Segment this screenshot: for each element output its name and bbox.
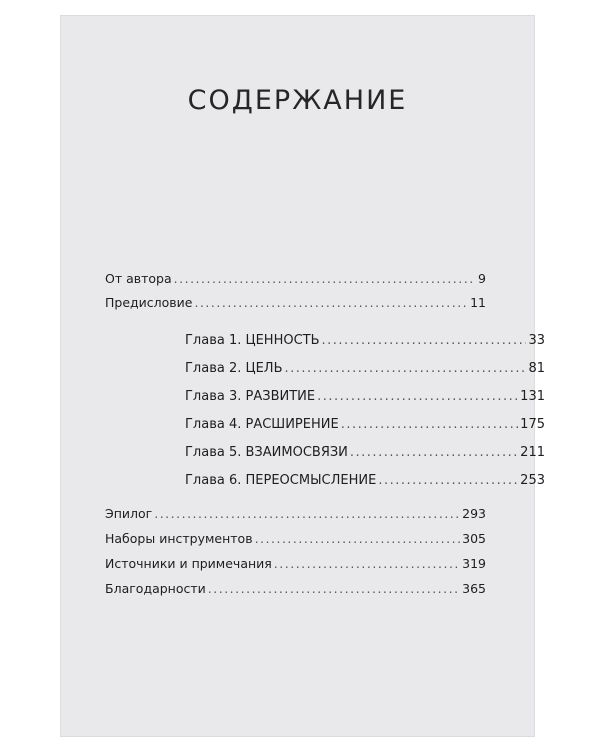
toc-entry-label: Глава 6. ПЕРЕОСМЫСЛЕНИЕ: [185, 473, 377, 488]
toc-entry: [105, 505, 486, 523]
toc-chapter-entry: [185, 472, 545, 490]
toc-entry: [105, 294, 486, 312]
toc-entry-page: 293: [462, 506, 486, 521]
dot-leader: [378, 472, 518, 490]
dot-leader: [350, 444, 518, 462]
toc-entry-page: 131: [520, 389, 545, 404]
dot-leader: [255, 530, 461, 548]
toc-chapter-entry: [185, 416, 545, 434]
dot-leader: [274, 555, 460, 573]
dot-leader: [208, 580, 460, 598]
toc-entry: [105, 270, 486, 288]
toc-entry-page: 11: [470, 295, 486, 310]
toc-entry-page: 9: [478, 271, 486, 286]
toc-entry-label: Благодарности: [105, 581, 206, 596]
dot-leader: [174, 270, 476, 288]
toc-entry-label: От автора: [105, 271, 172, 286]
page-title: СОДЕРЖАНИЕ: [187, 85, 408, 116]
dot-leader: [322, 332, 527, 350]
toc-entry-label: Глава 3. РАЗВИТИЕ: [185, 389, 316, 404]
toc-entry: [105, 580, 486, 598]
dot-leader: [154, 505, 460, 523]
toc-entry: [105, 555, 486, 573]
toc-entry-label: Эпилог: [105, 506, 153, 521]
toc-entry-label: Источники и примечания: [105, 556, 272, 571]
toc-chapter-entry: [185, 444, 545, 462]
toc-entry: [105, 530, 486, 548]
toc-entry-page: 33: [528, 333, 545, 348]
toc-entry-label: Глава 5. ВЗАИМОСВЯЗИ: [185, 445, 348, 460]
toc-entry-label: Предисловие: [105, 295, 193, 310]
dot-leader: [194, 294, 468, 312]
toc-entry-page: 319: [462, 556, 486, 571]
toc-entry-label: Глава 4. РАСШИРЕНИЕ: [185, 417, 339, 432]
toc-entry-page: 253: [520, 473, 545, 488]
toc-chapter-entry: [185, 332, 545, 350]
toc-entry-page: 175: [520, 417, 545, 432]
toc-chapter-entry: [185, 388, 545, 406]
toc-entry-page: 211: [520, 445, 545, 460]
toc-entry-page: 365: [462, 581, 486, 596]
book-page: [60, 15, 545, 737]
toc-entry-label: Глава 1. ЦЕННОСТЬ: [185, 333, 320, 348]
toc-entry-page: 305: [462, 531, 486, 546]
toc-chapter-entry: [185, 360, 545, 378]
toc-entry-page: 81: [528, 361, 545, 376]
dot-leader: [285, 360, 527, 378]
toc-entry-label: Наборы инструментов: [105, 531, 253, 546]
dot-leader: [317, 388, 518, 406]
dot-leader: [341, 416, 518, 434]
toc-entry-label: Глава 2. ЦЕЛЬ: [185, 361, 283, 376]
